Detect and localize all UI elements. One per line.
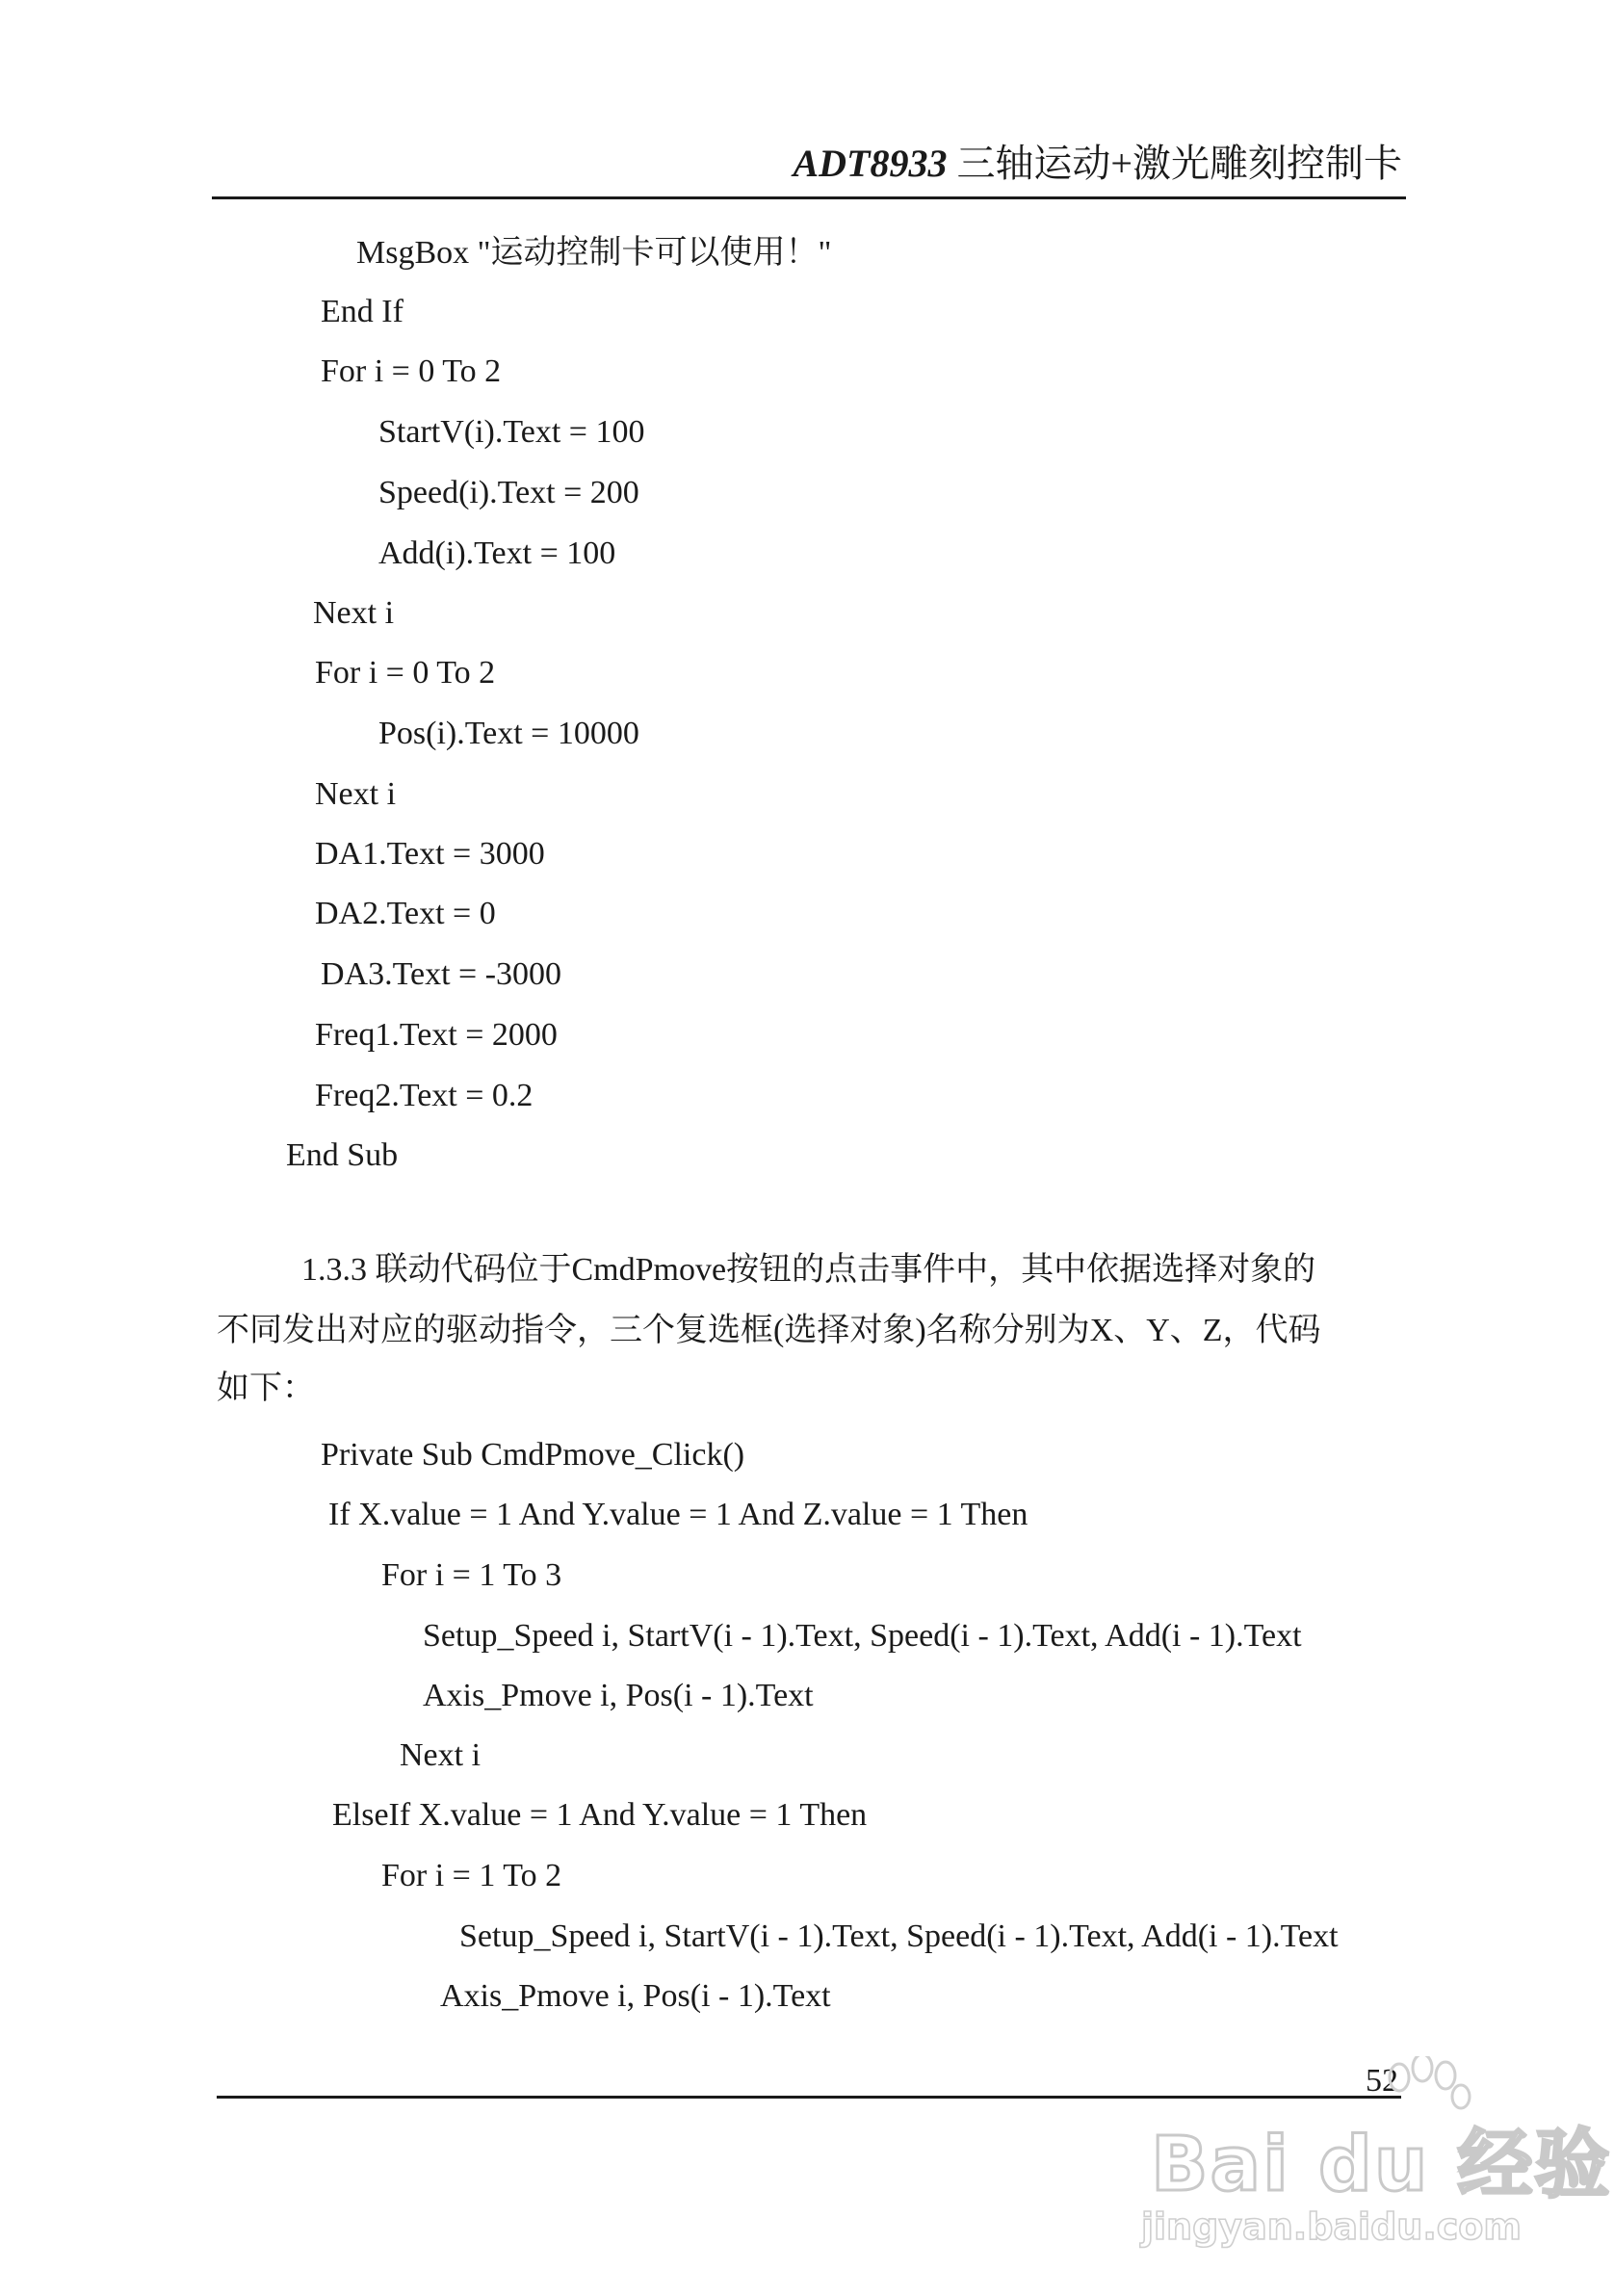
code-line: Setup_Speed i, StartV(i - 1).Text, Speed(i - 1).Text, Add(i - 1).Text — [423, 1618, 1302, 1654]
code-line: Setup_Speed i, StartV(i - 1).Text, Speed(i - 1).Text, Add(i - 1).Text — [459, 1918, 1339, 1954]
code-line: DA3.Text = -3000 — [321, 956, 562, 992]
watermark-brand: Bai du 经验 — [1151, 2122, 1612, 2208]
footer-rule — [217, 2096, 1401, 2099]
code-line: For i = 0 To 2 — [321, 353, 502, 389]
code-line: Freq1.Text = 2000 — [315, 1017, 558, 1053]
code-line: DA2.Text = 0 — [315, 896, 496, 931]
code-line: Next i — [400, 1737, 482, 1773]
code-line: Axis_Pmove i, Pos(i - 1).Text — [423, 1678, 814, 1713]
code-line: Next i — [313, 595, 395, 631]
code-line: Pos(i).Text = 10000 — [378, 716, 639, 751]
code-line: StartV(i).Text = 100 — [378, 414, 645, 450]
code-line: ElseIf X.value = 1 And Y.value = 1 Then — [332, 1797, 868, 1833]
code-line: For i = 1 To 3 — [381, 1557, 562, 1593]
header-title — [793, 133, 1402, 188]
code-line: Next i — [315, 776, 397, 812]
code-line: Speed(i).Text = 200 — [378, 475, 639, 510]
header-rule — [212, 196, 1406, 199]
header-title-text: 三轴运动+激光雕刻控制卡 — [947, 142, 1402, 185]
code-line: If X.value = 1 And Y.value = 1 And Z.value = 1 Then — [328, 1497, 1028, 1532]
code-line: Axis_Pmove i, Pos(i - 1).Text — [440, 1978, 831, 2014]
code-line: For i = 1 To 2 — [381, 1858, 562, 1893]
code-line: Freq2.Text = 0.2 — [315, 1078, 534, 1113]
code-line: MsgBox "运动控制卡可以使用！" — [356, 235, 832, 271]
code-line: End If — [321, 294, 404, 329]
code-line: End Sub — [286, 1137, 399, 1173]
body-paragraph-line: 1.3.3 联动代码位于CmdPmove按钮的点击事件中，其中依据选择对象的 — [301, 1252, 1316, 1288]
code-line: Add(i).Text = 100 — [378, 535, 616, 571]
body-paragraph-line: 不同发出对应的驱动指令，三个复选框(选择对象)名称分别为X、Y、Z，代码 — [217, 1313, 1321, 1348]
code-line: DA1.Text = 3000 — [315, 836, 545, 872]
watermark-url: jingyan.baidu.com — [1141, 2205, 1522, 2248]
page-number: 52 — [1366, 2063, 1398, 2099]
header-model: ADT8933 — [793, 142, 948, 185]
code-line: For i = 0 To 2 — [315, 655, 496, 691]
body-paragraph-line: 如下： — [217, 1370, 315, 1406]
code-line: Private Sub CmdPmove_Click() — [321, 1437, 745, 1473]
